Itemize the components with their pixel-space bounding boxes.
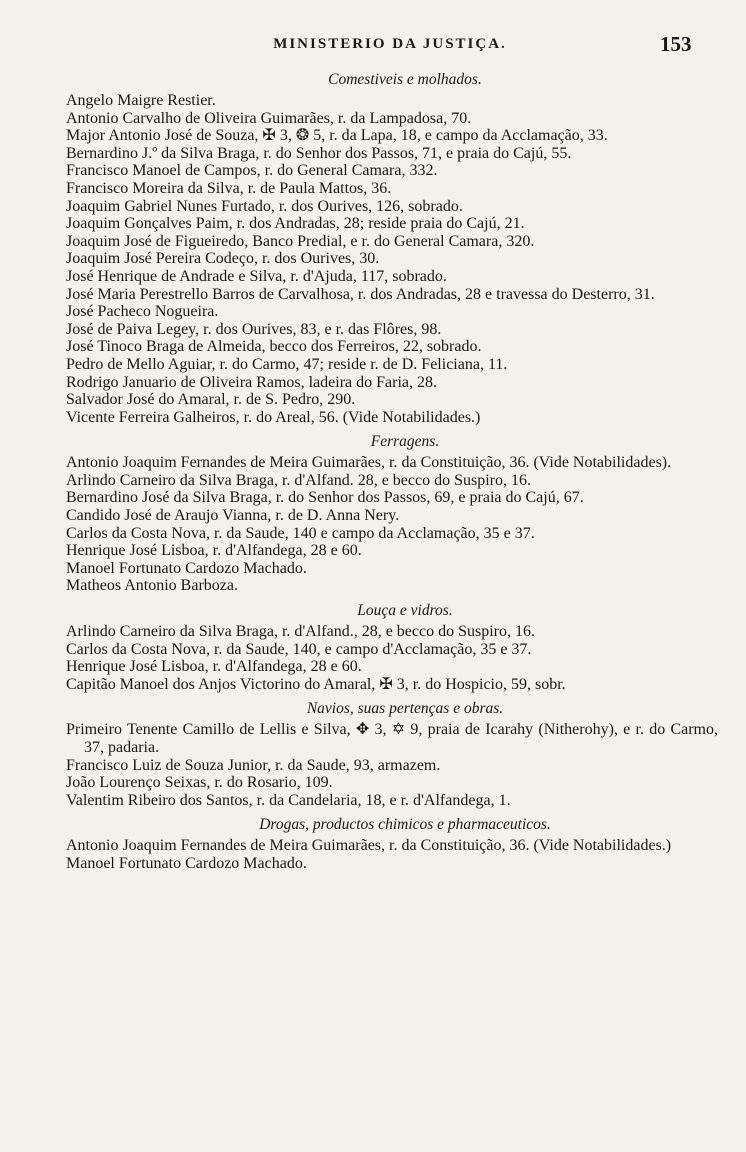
directory-entry: Arlindo Carneiro da Silva Braga, r. d'Alfand. 28, e becco do Suspiro, 16.	[66, 471, 532, 489]
directory-entry: Bernardino J.º da Silva Braga, r. do Senhor dos Passos, 71, e praia do Cajú, 55.	[66, 144, 572, 162]
directory-entry: Joaquim Gabriel Nunes Furtado, r. dos Ourives, 126, sobrado.	[66, 197, 463, 215]
section-ferragens	[62, 432, 718, 595]
directory-entry: Antonio Joaquim Fernandes de Meira Guimarães, r. da Constituição, 36. (Vide Notabilidades.)	[66, 837, 672, 855]
section-heading: Louça e vidros.	[357, 602, 453, 620]
directory-entry: Joaquim José Pereira Codeço, r. dos Ourives, 30.	[66, 250, 380, 268]
section-louca-vidros	[62, 601, 718, 693]
directory-entry: Manoel Fortunato Cardozo Machado.	[66, 559, 307, 577]
directory-entry: Antonio Carvalho de Oliveira Guimarães, r. da Lampadosa, 70.	[66, 109, 472, 127]
section-drogas	[62, 815, 718, 872]
directory-entry: Arlindo Carneiro da Silva Braga, r. d'Alfand., 28, e becco do Suspiro, 16.	[66, 623, 536, 641]
directory-entry: José de Paiva Legey, r. dos Ourives, 83, e r. das Flôres, 98.	[66, 320, 442, 338]
section-navios	[62, 699, 718, 809]
directory-entry: Valentim Ribeiro dos Santos, r. da Candelaria, 18, e r. d'Alfandega, 1.	[66, 791, 511, 809]
section-heading: Drogas, productos chimicos e pharmaceuticos.	[259, 816, 551, 834]
section-heading: Ferragens.	[370, 433, 440, 451]
directory-entry: Henrique José Lisboa, r. d'Alfandega, 28 e 60.	[66, 542, 362, 560]
directory-entry: José Maria Perestrello Barros de Carvalhosa, r. dos Andradas, 28 e travessa do Desterro, 31.	[66, 285, 655, 303]
directory-entry: Candido José de Araujo Vianna, r. de D. Anna Nery.	[66, 507, 400, 525]
directory-entry: Primeiro Tenente Camillo de Lellis e Silva, ✥ 3, ✡ 9, praia de Icarahy (Nitherohy), e r. do Carmo, 37, padaria.	[66, 721, 718, 756]
directory-entry: Vicente Ferreira Galheiros, r. do Areal, 56. (Vide Notabilidades.)	[66, 408, 481, 426]
directory-entry: Francisco Moreira da Silva, r. de Paula Mattos, 36.	[66, 179, 392, 197]
directory-entry: José Pacheco Nogueira.	[66, 303, 219, 321]
directory-entry: Salvador José do Amaral, r. de S. Pedro, 290.	[66, 391, 356, 409]
page-header	[0, 32, 746, 62]
section-heading: Navios, suas pertenças e obras.	[306, 700, 504, 718]
directory-entry: Angelo Maigre Restier.	[66, 92, 216, 109]
directory-entry: Joaquim Gonçalves Paim, r. dos Andradas, 28; reside praia do Cajú, 21.	[66, 215, 525, 233]
directory-entry: Carlos da Costa Nova, r. da Saude, 140, e campo d'Acclamação, 35 e 37.	[66, 640, 532, 658]
page-number: 153	[660, 32, 692, 56]
directory-entry: Manoel Fortunato Cardozo Machado.	[66, 854, 307, 872]
directory-entry: Matheos Antonio Barboza.	[66, 577, 238, 595]
directory-entry: José Tinoco Braga de Almeida, becco dos Ferreiros, 22, sobrado.	[66, 338, 482, 356]
directory-entry: Francisco Manoel de Campos, r. do General Camara, 332.	[66, 162, 438, 180]
directory-entry: José Henrique de Andrade e Silva, r. d'Ajuda, 117, sobrado.	[66, 267, 447, 285]
directory-entry: Carlos da Costa Nova, r. da Saude, 140 e campo da Acclamação, 35 e 37.	[66, 524, 535, 542]
running-title: MINISTERIO DA JUSTIÇA.	[273, 36, 507, 52]
section-heading: Comestiveis e molhados.	[328, 71, 482, 88]
directory-body	[62, 70, 718, 873]
directory-entry: Pedro de Mello Aguiar, r. do Carmo, 47; reside r. de D. Feliciana, 11.	[66, 355, 508, 373]
directory-entry: Rodrigo Januario de Oliveira Ramos, ladeira do Faria, 28.	[66, 373, 438, 391]
directory-entry: Bernardino José da Silva Braga, r. do Senhor dos Passos, 69, e praia do Cajú, 67.	[66, 489, 584, 507]
directory-entry: Henrique José Lisboa, r. d'Alfandega, 28 e 60.	[66, 658, 362, 676]
directory-entry: João Lourenço Seixas, r. do Rosario, 109.	[66, 774, 333, 792]
section-comestiveis	[62, 70, 718, 426]
directory-entry: Major Antonio José de Souza, ✠ 3, ❂ 5, r. da Lapa, 18, e campo da Acclamação, 33.	[66, 127, 608, 145]
directory-entry: Capitão Manoel dos Anjos Victorino do Amaral, ✠ 3, r. do Hospicio, 59, sobr.	[66, 675, 566, 693]
directory-entry: Francisco Luiz de Souza Junior, r. da Saude, 93, armazem.	[66, 756, 441, 774]
directory-entry: Joaquim José de Figueiredo, Banco Predial, e r. do General Camara, 320.	[66, 232, 535, 250]
directory-entry: Antonio Joaquim Fernandes de Meira Guimarães, r. da Constituição, 36. (Vide Notabilidades).	[66, 454, 672, 472]
